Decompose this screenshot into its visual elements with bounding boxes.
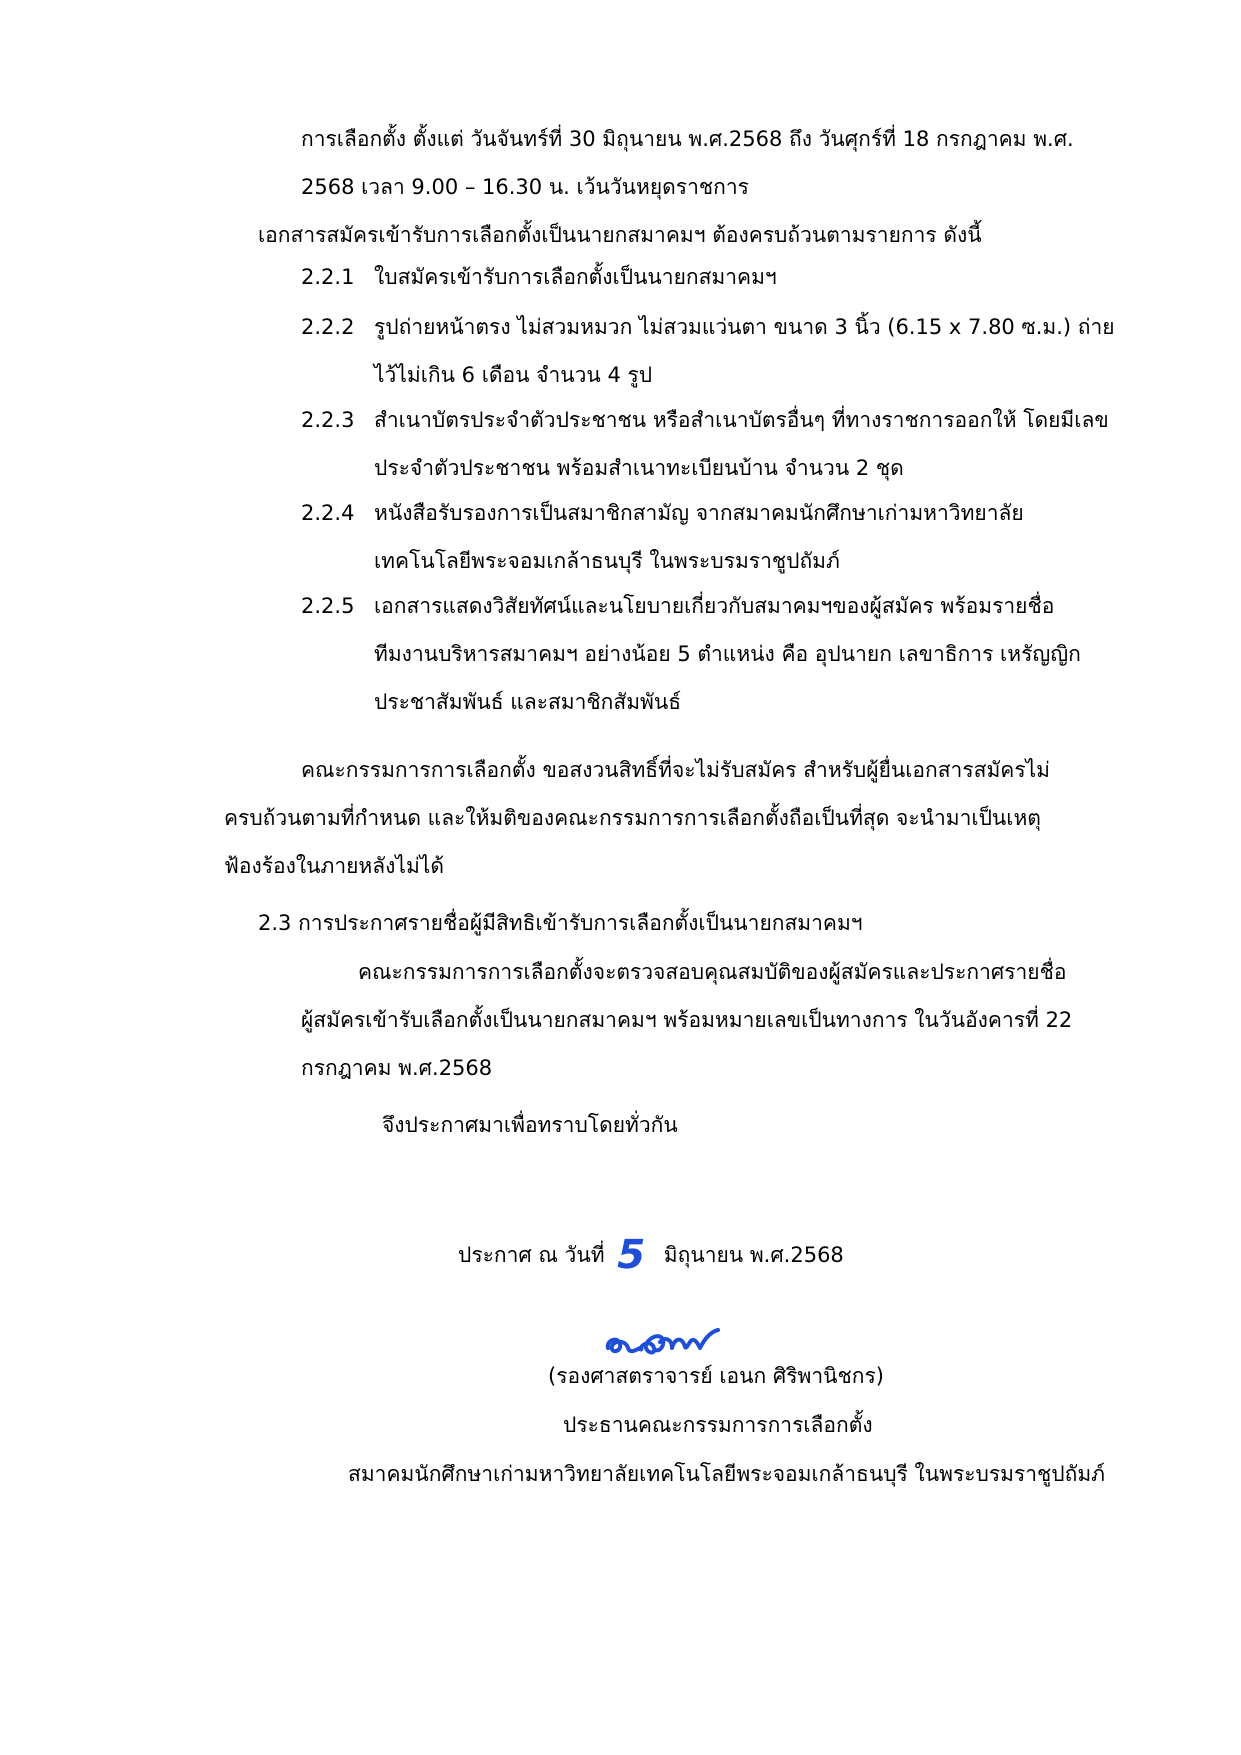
item-text xyxy=(374,591,1091,735)
date-suffix: มิถุนายน พ.ศ.2568 xyxy=(663,1243,844,1267)
item-text xyxy=(374,262,1091,310)
section-2-3-body xyxy=(301,948,1091,1092)
item-number: 2.2.5 xyxy=(301,594,355,618)
documents-heading: เอกสารสมัครเข้ารับการเลือกตั้งเป็นนายกสมาคมฯ ต้องครบถ้วนตามรายการ ดังนี้ xyxy=(258,223,982,247)
item-line: สำเนาบัตรประจำตัวประชาชน หรือสำเนาบัตรอื่นๆ ที่ทางราชการออกให้ โดยมีเลข xyxy=(374,408,1109,432)
item-line: ประชาสัมพันธ์ และสมาชิกสัมพันธ์ xyxy=(374,690,682,714)
item-line: ใบสมัครเข้ารับการเลือกตั้งเป็นนายกสมาคมฯ xyxy=(374,265,777,289)
intro-line-2: 2568 เวลา 9.00 – 16.30 น. เว้นวันหยุดราชการ xyxy=(301,175,749,199)
item-number: 2.2.2 xyxy=(301,315,355,339)
handwritten-day: 5 xyxy=(612,1232,650,1278)
committee-note-line-1: คณะกรรมการการเลือกตั้ง ขอสงวนสิทธิ์ที่จะไม่รับสมัคร สำหรับผู้ยื่นเอกสารสมัครไม่ xyxy=(301,758,1051,782)
intro-line-1: การเลือกตั้ง ตั้งแต่ วันจันทร์ที่ 30 มิถุนายน พ.ศ.2568 ถึง วันศุกร์ที่ 18 กรกฎาคม พ.ศ. xyxy=(301,127,1074,151)
section-2-3-line-2: ผู้สมัครเข้ารับเลือกตั้งเป็นนายกสมาคมฯ พร้อมหมายเลขเป็นทางการ ในวันอังคารที่ 22 xyxy=(301,1008,1073,1032)
announcement-date xyxy=(458,1232,844,1278)
signatory-title: ประธานคณะกรรมการการเลือกตั้ง xyxy=(563,1413,873,1437)
signatory-name: (รองศาสตราจารย์ เอนก ศิริพานิชกร) xyxy=(548,1364,884,1388)
item-line: ประจำตัวประชาชน พร้อมสำเนาทะเบียนบ้าน จำนวน 2 ชุด xyxy=(374,456,904,480)
section-2-3-heading: 2.3 การประกาศรายชื่อผู้มีสิทธิเข้ารับการเลือกตั้งเป็นนายกสมาคมฯ xyxy=(258,911,863,935)
item-text xyxy=(374,498,1091,594)
organization-name: สมาคมนักศึกษาเก่ามหาวิทยาลัยเทคโนโลยีพระจอมเกล้าธนบุรี ในพระบรมราชูปถัมภ์ xyxy=(348,1462,1106,1486)
signature-scribble xyxy=(600,1318,750,1366)
section-2-3-line-1: คณะกรรมการการเลือกตั้งจะตรวจสอบคุณสมบัติของผู้สมัครและประกาศรายชื่อ xyxy=(358,960,1067,984)
committee-note-line-3: ฟ้องร้องในภายหลังไม่ได้ xyxy=(224,854,444,878)
section-2-3-line-3: กรกฎาคม พ.ศ.2568 xyxy=(301,1056,493,1080)
item-line: เอกสารแสดงวิสัยทัศน์และนโยบายเกี่ยวกับสมาคมฯของผู้สมัคร พร้อมรายชื่อ xyxy=(374,594,1055,618)
closing-statement: จึงประกาศมาเพื่อทราบโดยทั่วกัน xyxy=(382,1113,678,1137)
item-line: ไว้ไม่เกิน 6 เดือน จำนวน 4 รูป xyxy=(374,363,653,387)
item-number: 2.2.4 xyxy=(301,501,355,525)
item-line: หนังสือรับรองการเป็นสมาชิกสามัญ จากสมาคมนักศึกษาเก่ามหาวิทยาลัย xyxy=(374,501,1024,525)
item-number: 2.2.3 xyxy=(301,408,355,432)
item-number: 2.2.1 xyxy=(301,265,355,289)
committee-note-line-2: ครบถ้วนตามที่กำหนด และให้มติของคณะกรรมการการเลือกตั้งถือเป็นที่สุด จะนำมาเป็นเหตุ xyxy=(224,806,1041,830)
item-line: เทคโนโลยีพระจอมเกล้าธนบุรี ในพระบรมราชูปถัมภ์ xyxy=(374,549,840,573)
item-line: รูปถ่ายหน้าตรง ไม่สวมหมวก ไม่สวมแว่นตา ขนาด 3 นิ้ว (6.15 x 7.80 ซ.ม.) ถ่าย xyxy=(374,315,1115,339)
item-text xyxy=(374,405,1109,501)
committee-note xyxy=(224,746,1094,890)
date-prefix: ประกาศ ณ วันที่ xyxy=(458,1243,605,1267)
item-text xyxy=(374,312,1115,408)
item-line: ทีมงานบริหารสมาคมฯ อย่างน้อย 5 ตำแหน่ง คือ อุปนายก เลขาธิการ เหรัญญิก xyxy=(374,642,1081,666)
